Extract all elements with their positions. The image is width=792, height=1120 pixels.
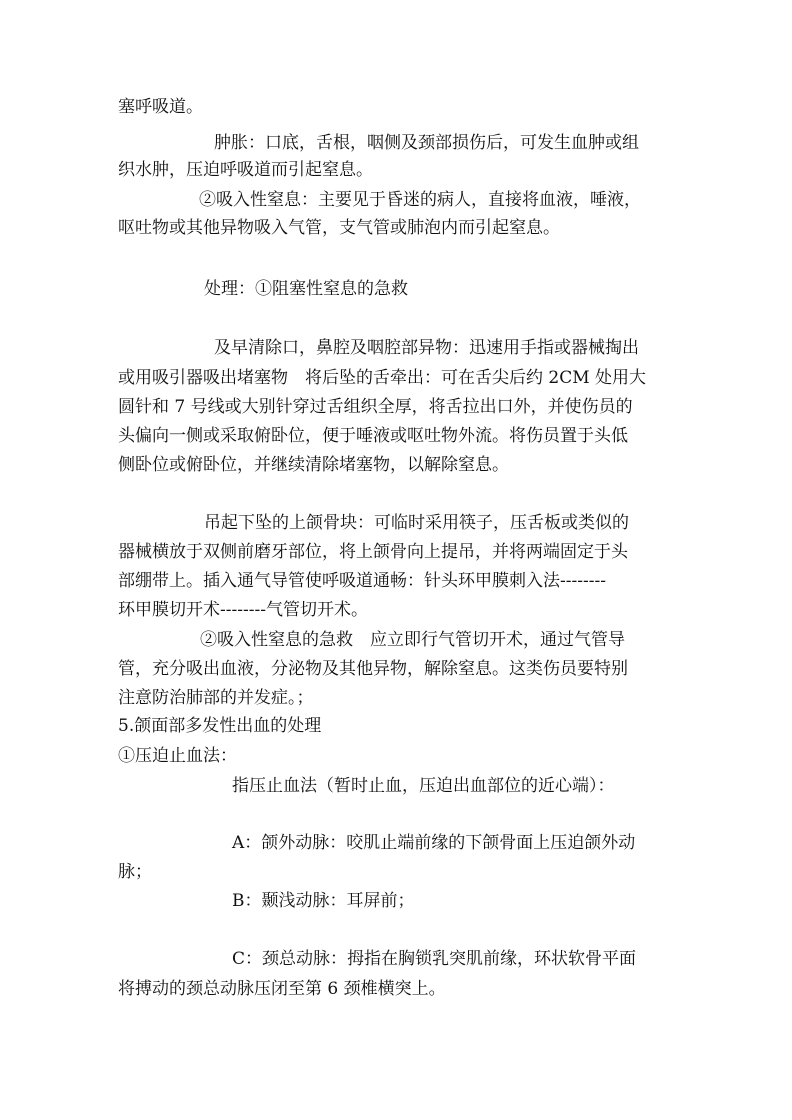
- text-line: 织水肿，压迫呼吸道而引起窒息。: [118, 160, 373, 180]
- text-line: 肿胀：口底，舌根，咽侧及颈部损伤后，可发生血肿或组: [214, 133, 639, 153]
- text-line: ②吸入性窒息的急救 应立即行气管切开术，通过气管导: [200, 630, 625, 650]
- subsection-heading: ①压迫止血法：: [118, 746, 237, 766]
- text-line: 将搏动的颈总动脉压闭至第 6 颈椎横突上。: [118, 979, 446, 999]
- text-line: 注意防治肺部的并发症。；: [118, 688, 314, 708]
- text-line: A：颌外动脉：咬肌止端前缘的下颌骨面上压迫颌外动: [232, 833, 636, 853]
- text-line: 环甲膜切开术--------气管切开术。: [118, 600, 368, 620]
- section-heading: 处理：①阻塞性窒息的急救: [204, 279, 408, 299]
- text-line: 或用吸引器吸出堵塞物 将后坠的舌牵出：可在舌尖后约 2CM 处用大: [118, 368, 647, 388]
- text-line: 呕吐物或其他异物吸入气管，支气管或肺泡内而引起窒息。: [118, 218, 560, 238]
- text-line: C：颈总动脉：拇指在胸锁乳突肌前缘，环状软骨平面: [232, 949, 637, 969]
- text-line: ②吸入性窒息：主要见于昏迷的病人，直接将血液，唾液，: [199, 190, 641, 210]
- text-line: B：颞浅动脉：耳屏前；: [232, 891, 415, 911]
- text-line: 吊起下坠的上颌骨块：可临时采用筷子，压舌板或类似的: [204, 513, 629, 533]
- text-line: 指压止血法（暂时止血，压迫出血部位的近心端）：: [232, 776, 615, 796]
- text-line: 圆针和 7 号线或大别针穿过舌组织全厚，将舌拉出口外，并使伤员的: [118, 397, 633, 417]
- text-line: 头偏向一侧或采取俯卧位，便于唾液或呕吐物外流。将伤员置于头低: [118, 426, 628, 446]
- section-heading: 5.颌面部多发性出血的处理: [118, 716, 322, 736]
- text-line: 塞呼吸道。: [118, 97, 203, 117]
- text-line: 脉；: [118, 862, 152, 882]
- text-line: 管，充分吸出血液，分泌物及其他异物，解除窒息。这类伤员要特别: [118, 659, 628, 679]
- text-line: 及早清除口，鼻腔及咽腔部异物：迅速用手指或器械掏出: [214, 338, 639, 358]
- text-line: 侧卧位或俯卧位，并继续清除堵塞物，以解除窒息。: [118, 455, 509, 475]
- text-line: 器械横放于双侧前磨牙部位，将上颌骨向上提吊，并将两端固定于头: [118, 542, 628, 562]
- text-line: 部绷带上。插入通气导管使呼吸道通畅：针头环甲膜刺入法--------: [118, 571, 606, 591]
